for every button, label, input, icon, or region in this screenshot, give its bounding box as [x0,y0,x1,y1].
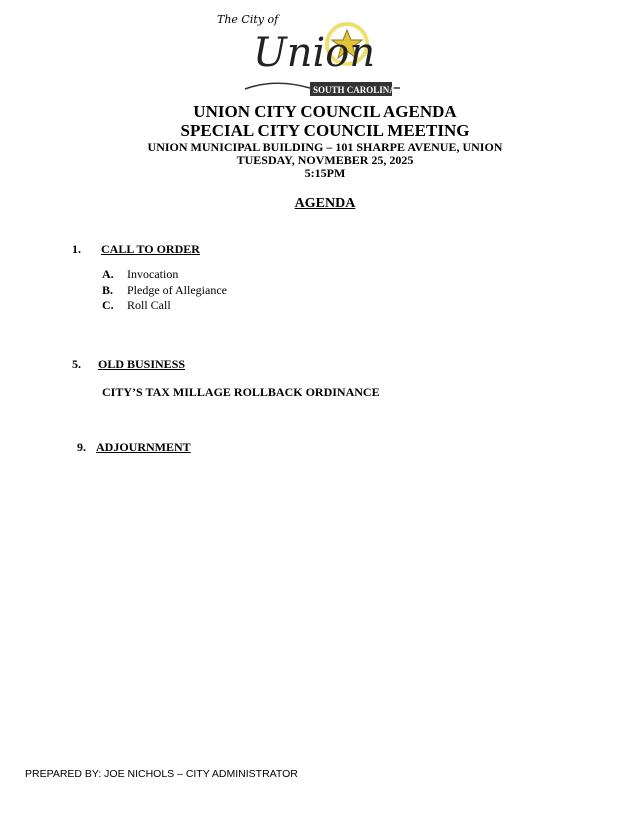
svg-text:SOUTH CAROLINA: SOUTH CAROLINA [313,85,396,95]
section-title: CALL TO ORDER [101,242,200,256]
agenda-heading: AGENDA [294,196,356,211]
meeting-time: 5:15PM [304,166,346,180]
section-number: 9. [77,440,86,454]
meeting-date: TUESDAY, NOVMEBER 25, 2025 [236,153,414,167]
agenda-title: UNION CITY COUNCIL AGENDA [193,102,457,121]
meeting-type: SPECIAL CITY COUNCIL MEETING [180,121,470,140]
city-logo [215,10,405,102]
item-letter: C. [102,298,114,312]
item-letter: B. [102,283,114,297]
prepared-by: PREPARED BY: JOE NICHOLS – CITY ADMINISTRATOR [25,768,298,780]
item-letter: A. [102,267,114,281]
section-number: 5. [72,357,81,371]
svg-text:Union: Union [253,30,376,76]
section-title: OLD BUSINESS [98,357,186,371]
item-text: Pledge of Allegiance [127,283,227,297]
item-text: Invocation [127,267,179,281]
meeting-location: UNION MUNICIPAL BUILDING – 101 SHARPE AVENUE, UNION [147,140,503,154]
section-title: ADJOURNMENT [96,440,191,454]
section-body: CITY’S TAX MILLAGE ROLLBACK ORDINANCE [102,385,380,399]
section-number: 1. [72,242,81,256]
item-text: Roll Call [127,298,171,312]
svg-text:The City of: The City of [217,13,279,26]
logo-graphic [215,10,405,102]
